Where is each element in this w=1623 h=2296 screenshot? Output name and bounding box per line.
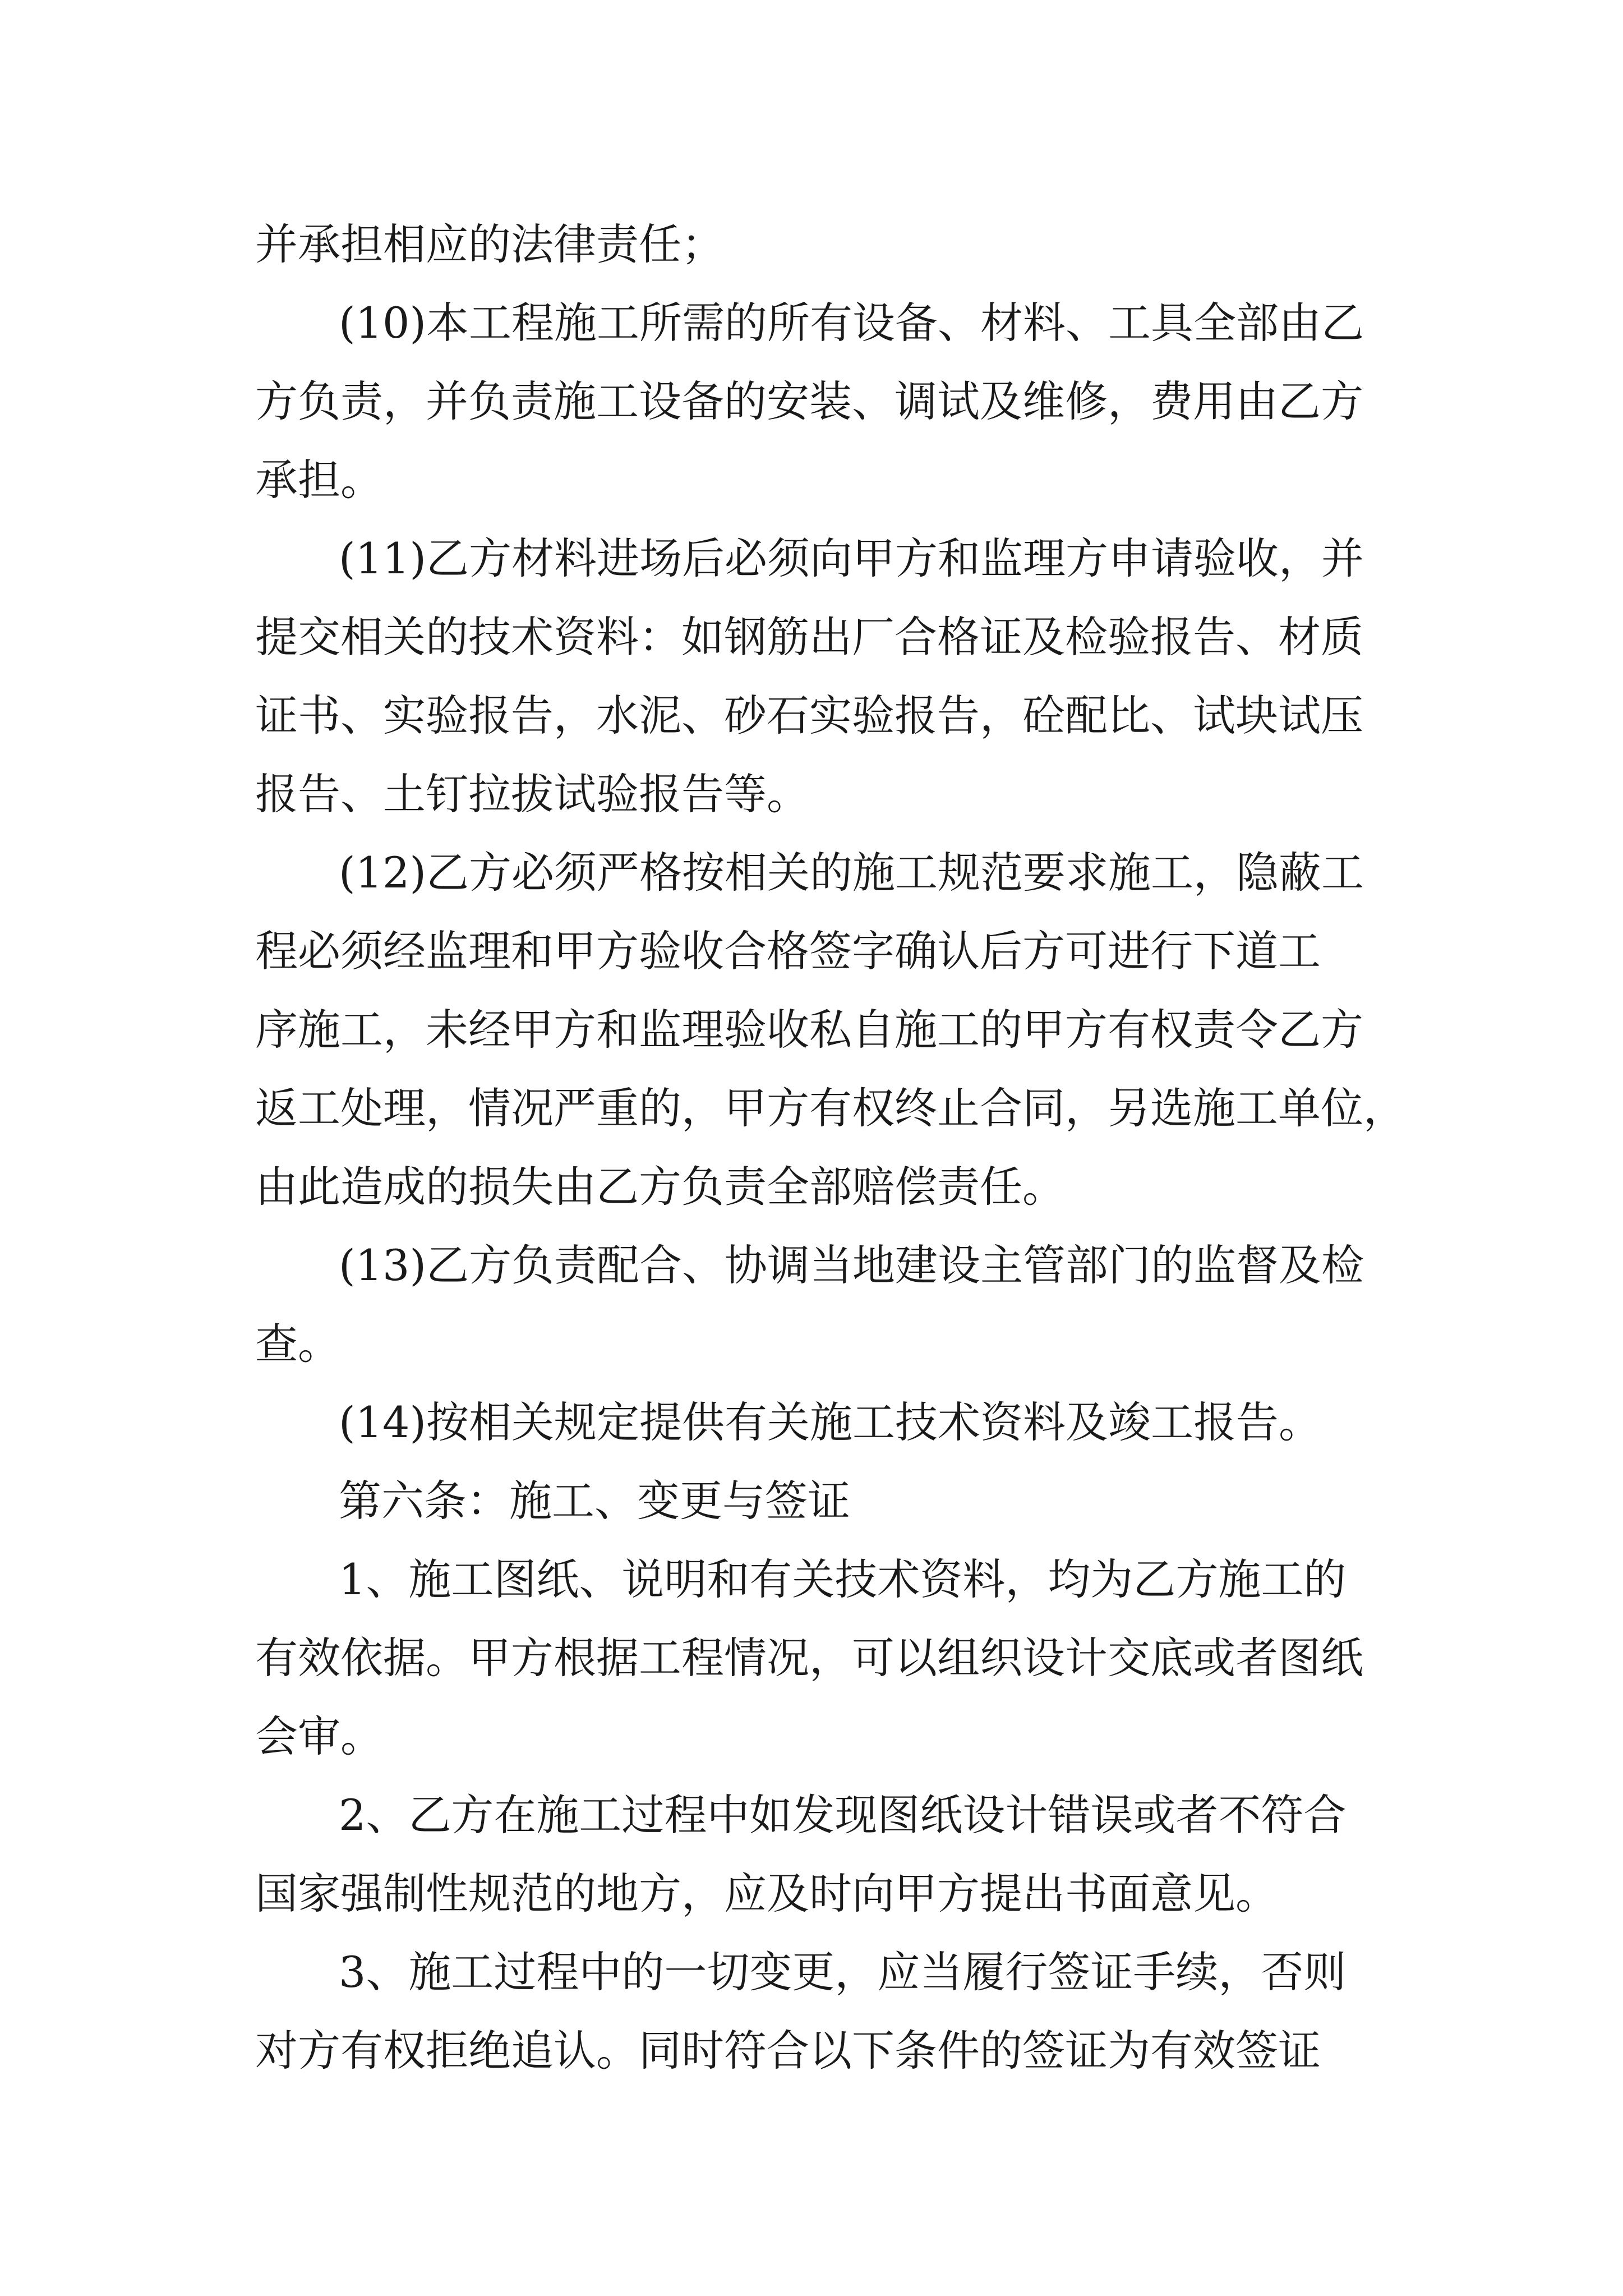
text-line: 国家强制性规范的地方，应及时向甲方提出书面意见。	[255, 1869, 1278, 1918]
text-line: 报告、土钉拉拔试验报告等。	[255, 769, 809, 819]
text-line: 返工处理，情况严重的，甲方有权终止合同，另选施工单位，	[255, 1083, 1406, 1133]
text-line: 2、乙方在施工过程中如发现图纸设计错误或者不符合	[339, 1790, 1347, 1840]
text-line: 会审。	[255, 1711, 383, 1761]
text-line: 查。	[255, 1319, 340, 1369]
text-line: 序施工，未经甲方和监理验收私自施工的甲方有权责令乙方	[255, 1005, 1363, 1055]
text-line: (14)按相关规定提供有关施工技术资料及竣工报告。	[339, 1397, 1322, 1447]
text-line: 有效依据。甲方根据工程情况，可以组织设计交底或者图纸	[255, 1633, 1363, 1683]
text-line: 由此造成的损失由乙方负责全部赔偿责任。	[255, 1162, 1065, 1212]
text-line: (12)乙方必须严格按相关的施工规范要求施工，隐蔽工	[339, 848, 1364, 898]
section-heading: 第六条：施工、变更与签证	[339, 1476, 850, 1526]
text-line: 3、施工过程中的一切变更，应当履行签证手续，否则	[339, 1947, 1347, 1997]
text-line: 并承担相应的法律责任；	[255, 219, 724, 269]
text-line: (11)乙方材料进场后必须向甲方和监理方申请验收，并	[339, 533, 1364, 583]
text-line: 程必须经监理和甲方验收合格签字确认后方可进行下道工	[255, 926, 1321, 976]
text-line: (10)本工程施工所需的所有设备、材料、工具全部由乙	[339, 298, 1364, 348]
text-line: 对方有权拒绝追认。同时符合以下条件的签证为有效签证	[255, 2026, 1321, 2076]
text-line: 承担。	[255, 455, 383, 505]
text-line: 方负责，并负责施工设备的安装、调试及维修，费用由乙方	[255, 376, 1363, 426]
text-line: 提交相关的技术资料：如钢筋出厂合格证及检验报告、材质	[255, 612, 1363, 662]
text-line: (13)乙方负责配合、协调当地建设主管部门的监督及检	[339, 1240, 1364, 1290]
text-line: 1、施工图纸、说明和有关技术资料，均为乙方施工的	[339, 1554, 1347, 1604]
text-line: 证书、实验报告，水泥、砂石实验报告，砼配比、试块试压	[255, 691, 1363, 740]
